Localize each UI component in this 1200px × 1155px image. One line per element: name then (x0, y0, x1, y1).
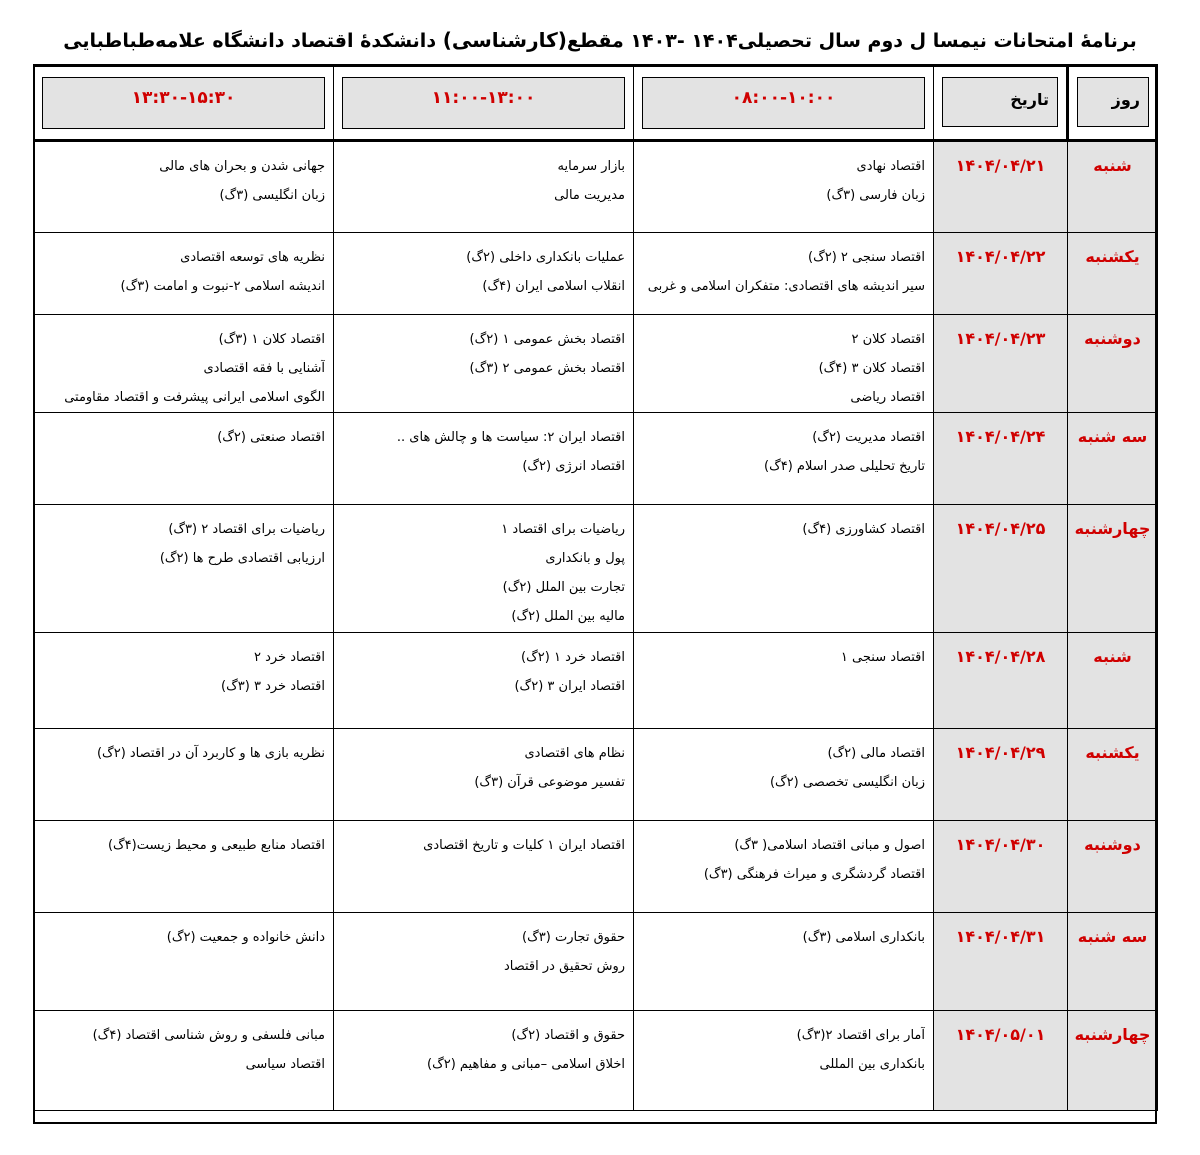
course-name: مبانی فلسفی و روش شناسی اقتصاد (۴گ) (92, 1028, 325, 1043)
slot1-cell (634, 141, 934, 233)
course-name: جهانی شدن و بحران های مالی (159, 159, 325, 174)
course-name: مدیریت مالی (554, 188, 625, 203)
course-name: اصول و مبانی اقتصاد اسلامی( ۳گ) (734, 838, 925, 853)
date-cell: ۱۴۰۴/۰۴/۲۴ (934, 413, 1068, 505)
course-name: اقتصاد گردشگری و میراث فرهنگی (۳گ) (703, 867, 925, 882)
course-name: اقتصاد کلان ۳ (۴گ) (818, 361, 925, 376)
slot2-cell (334, 913, 634, 1011)
table-row (34, 1011, 1158, 1111)
date-cell: ۱۴۰۴/۰۵/۰۱ (934, 1011, 1068, 1111)
header-date-cell (934, 66, 1068, 141)
course-name: اقتصاد صنعتی (۲گ) (217, 430, 325, 445)
course-name: بانکداری اسلامی (۳گ) (802, 930, 925, 945)
course-name: سیر اندیشه های اقتصادی: متفکران اسلامی و غربی (647, 279, 925, 294)
date-cell: ۱۴۰۴/۰۴/۳۰ (934, 821, 1068, 913)
header-row (34, 66, 1158, 141)
course-name: نظام های اقتصادی (524, 746, 625, 761)
course-name: پول و بانکداری (545, 551, 625, 566)
slot1-cell (634, 913, 934, 1011)
slot3-cell (34, 141, 334, 233)
slot2-cell (334, 1011, 634, 1111)
slot1-cell (634, 1011, 934, 1111)
table-row (34, 821, 1158, 913)
day-cell: سه شنبه (1068, 913, 1158, 1011)
course-name: عملیات بانکداری داخلی (۲گ) (466, 250, 625, 265)
slot1-cell (634, 505, 934, 633)
slot2-cell (334, 315, 634, 413)
course-name: حقوق تجارت (۳گ) (522, 930, 625, 945)
date-cell: ۱۴۰۴/۰۴/۳۱ (934, 913, 1068, 1011)
title-degree: (کارشناسی) (442, 28, 567, 52)
course-name: اقتصاد انرژی (۲گ) (522, 459, 625, 474)
course-name: روش تحقیق در اقتصاد (503, 959, 625, 974)
slot1-cell (634, 315, 934, 413)
slot1-cell (634, 821, 934, 913)
day-cell: دوشنبه (1068, 821, 1158, 913)
slot3-cell (34, 1011, 334, 1111)
course-name: حقوق و اقتصاد (۲گ) (511, 1028, 625, 1043)
course-name: اقتصاد سنجی ۲ (۲گ) (808, 250, 925, 265)
course-name: اقتصاد منابع طبیعی و محیط زیست(۴گ) (107, 838, 325, 853)
date-cell: ۱۴۰۴/۰۴/۲۳ (934, 315, 1068, 413)
slot3-cell (34, 315, 334, 413)
slot3-cell (34, 233, 334, 315)
course-name: تفسیر موضوعی قرآن (۳گ) (474, 775, 625, 790)
course-name: الگوی اسلامی ایرانی پیشرفت و اقتصاد مقاومتی (64, 390, 325, 405)
day-cell: چهارشنبه (1068, 1011, 1158, 1111)
course-name: اقتصاد مدیریت (۲گ) (812, 430, 925, 445)
course-name: آشنایی با فقه اقتصادی (203, 361, 325, 376)
header-slot1-cell (634, 66, 934, 141)
course-name: ارزیابی اقتصادی طرح ها (۲گ) (159, 551, 325, 566)
header-slot1: ۰۸:۰۰-۱۰:۰۰ (642, 77, 925, 129)
course-name: زبان انگلیسی (۳گ) (219, 188, 325, 203)
header-slot3: ۱۳:۳۰-۱۵:۳۰ (42, 77, 325, 129)
course-name: نظریه بازی ها و کاربرد آن در اقتصاد (۲گ) (96, 746, 325, 761)
slot3-cell (34, 413, 334, 505)
header-slot2-cell (334, 66, 634, 141)
day-cell: یکشنبه (1068, 233, 1158, 315)
slot2-cell (334, 505, 634, 633)
slot2-cell (334, 141, 634, 233)
date-cell: ۱۴۰۴/۰۴/۲۵ (934, 505, 1068, 633)
slot3-cell (34, 505, 334, 633)
header-day-cell (1068, 66, 1158, 141)
day-cell: چهارشنبه (1068, 505, 1158, 633)
day-cell: سه شنبه (1068, 413, 1158, 505)
course-name: اقتصاد بخش عمومی ۱ (۲گ) (469, 332, 625, 347)
course-name: اقتصاد کلان ۲ (851, 332, 925, 347)
page-title (30, 28, 1170, 62)
table-row (34, 633, 1158, 729)
date-cell: ۱۴۰۴/۰۴/۲۲ (934, 233, 1068, 315)
table-row (34, 233, 1158, 315)
course-name: تجارت بین الملل (۲گ) (502, 580, 625, 595)
table-row (34, 913, 1158, 1011)
table-row (34, 413, 1158, 505)
course-name: انقلاب اسلامی ایران (۴گ) (482, 279, 625, 294)
course-name: بازار سرمایه (557, 159, 625, 174)
slot2-cell (334, 821, 634, 913)
course-name: اقتصاد سنجی ۱ (840, 650, 925, 665)
course-name: اقتصاد ریاضی (850, 390, 925, 405)
header-day: روز (1077, 77, 1149, 127)
day-cell: شنبه (1068, 633, 1158, 729)
slot3-cell (34, 821, 334, 913)
table-row (34, 141, 1158, 233)
course-name: نظریه های توسعه اقتصادی (180, 250, 325, 265)
slot2-cell (334, 729, 634, 821)
course-name: اقتصاد ایران ۲: سیاست ها و چالش های .. (396, 430, 625, 445)
day-cell: دوشنبه (1068, 315, 1158, 413)
slot2-cell (334, 633, 634, 729)
course-name: اخلاق اسلامی –مبانی و مفاهیم (۲گ) (427, 1057, 625, 1072)
slot2-cell (334, 233, 634, 315)
day-cell: شنبه (1068, 141, 1158, 233)
header-date: تاریخ (942, 77, 1058, 127)
course-name: اقتصاد خرد ۳ (۳گ) (221, 679, 325, 694)
slot3-cell (34, 729, 334, 821)
slot3-cell (34, 633, 334, 729)
course-name: اقتصاد خرد ۲ (253, 650, 325, 665)
table-row (34, 505, 1158, 633)
slot1-cell (634, 233, 934, 315)
course-name: ریاضیات برای اقتصاد ۲ (۳گ) (168, 522, 325, 537)
title-prefix: برنامۀ امتحانات نیمسا ل دوم سال تحصیلی۱۴۰۴ -۱۴۰۳ مقطع (566, 30, 1137, 52)
table-row (34, 729, 1158, 821)
title-suffix: دانشکدۀ اقتصاد دانشگاه علامه‌طباطبایی (63, 30, 443, 52)
date-cell: ۱۴۰۴/۰۴/۲۹ (934, 729, 1068, 821)
slot1-cell (634, 633, 934, 729)
day-cell: یکشنبه (1068, 729, 1158, 821)
course-name: اقتصاد کلان ۱ (۳گ) (218, 332, 325, 347)
course-name: اقتصاد نهادی (856, 159, 925, 174)
course-name: ریاضیات برای اقتصاد ۱ (501, 522, 625, 537)
course-name: اقتصاد خرد ۱ (۲گ) (521, 650, 625, 665)
course-name: اقتصاد ایران ۱ کلیات و تاریخ اقتصادی (423, 838, 625, 853)
slot3-cell (34, 913, 334, 1011)
header-slot2: ۱۱:۰۰-۱۳:۰۰ (342, 77, 625, 129)
schedule-table (33, 64, 1158, 1111)
course-name: مالیه بین الملل (۲گ) (511, 609, 625, 624)
date-cell: ۱۴۰۴/۰۴/۲۸ (934, 633, 1068, 729)
slot1-cell (634, 729, 934, 821)
course-name: اقتصاد ایران ۳ (۲گ) (514, 679, 625, 694)
header-slot3-cell (34, 66, 334, 141)
course-name: بانکداری بین المللی (819, 1057, 925, 1072)
course-name: اندیشه اسلامی ۲-نبوت و امامت (۳گ) (120, 279, 325, 294)
course-name: آمار برای اقتصاد ۲(۳گ) (796, 1028, 925, 1043)
date-cell: ۱۴۰۴/۰۴/۲۱ (934, 141, 1068, 233)
course-name: اقتصاد کشاورزی (۴گ) (802, 522, 925, 537)
slot2-cell (334, 413, 634, 505)
slot1-cell (634, 413, 934, 505)
course-name: اقتصاد سیاسی (245, 1057, 325, 1072)
table-row (34, 315, 1158, 413)
course-name: اقتصاد مالی (۲گ) (827, 746, 925, 761)
course-name: زبان فارسی (۳گ) (826, 188, 925, 203)
course-name: دانش خانواده و جمعیت (۲گ) (166, 930, 325, 945)
course-name: زبان انگلیسی تخصصی (۲گ) (769, 775, 925, 790)
course-name: تاریخ تحلیلی صدر اسلام (۴گ) (764, 459, 925, 474)
course-name: اقتصاد بخش عمومی ۲ (۳گ) (469, 361, 625, 376)
